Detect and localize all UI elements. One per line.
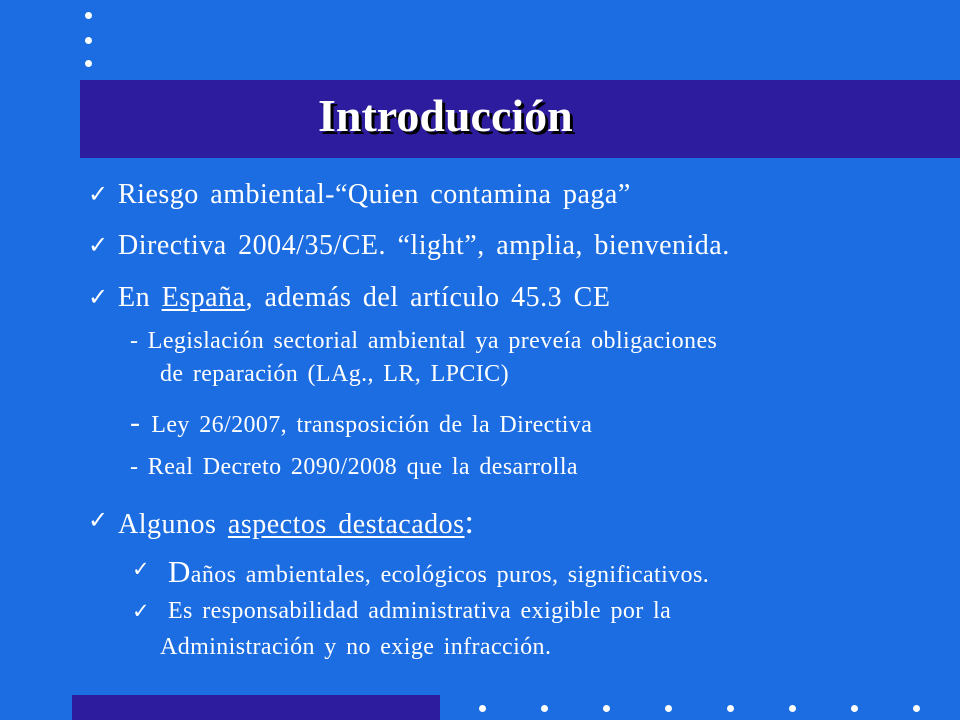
decorative-dot [85, 12, 92, 19]
bullet-text-part: En [118, 282, 162, 313]
checkmark-icon: ✓ [88, 180, 109, 208]
bullet-text-part: Algunos [118, 509, 228, 540]
checkmark-icon: ✓ [88, 283, 109, 311]
decorative-dot [85, 37, 92, 44]
bullet-text [118, 503, 475, 544]
slide-title: Introducción [318, 90, 573, 141]
decorative-dot [727, 705, 734, 712]
underlined-term: aspectos destacados [227, 509, 465, 540]
bullet-text [118, 281, 610, 315]
sub-item-continuation: de reparación (LAg., LR, LPCIC) [160, 361, 509, 387]
checkmark-icon: ✓ [88, 231, 109, 259]
underlined-term: España [161, 282, 246, 313]
checkmark-icon: ✓ [88, 506, 109, 534]
decorative-dot [85, 60, 92, 67]
aspect-initial: D [168, 554, 191, 589]
decorative-dot [913, 705, 920, 712]
sub-item-text: - Real Decreto 2090/2008 que la desarrolla [130, 454, 578, 480]
bullet-text: Directiva 2004/35/CE. “light”, amplia, bienvenida. [118, 230, 730, 261]
bullet-text-part: , además del artículo 45.3 CE [245, 282, 611, 313]
aspect-part: años ambientales, ecológicos puros, significativos. [190, 562, 710, 588]
bullet-text-part: : [464, 504, 475, 541]
bullet-text: Riesgo ambiental-“Quien contamina paga” [118, 179, 631, 210]
decorative-dot [665, 705, 672, 712]
decorative-dot [851, 705, 858, 712]
aspect-text [168, 553, 709, 590]
decorative-dot [479, 705, 486, 712]
decorative-dot [603, 705, 610, 712]
sub-item-text: - Legislación sectorial ambiental ya preveía obligaciones [130, 328, 718, 354]
decorative-dot [789, 705, 796, 712]
bottom-bar [72, 695, 440, 720]
sub-item-part: Ley 26/2007, transposición de la Directiva [151, 412, 593, 438]
checkmark-icon: ✓ [132, 557, 150, 581]
checkmark-icon: ✓ [132, 599, 150, 623]
sub-item-text [130, 405, 592, 441]
aspect-continuation: Administración y no exige infracción. [160, 634, 552, 660]
dash-marker: - [130, 406, 152, 439]
aspect-text: Es responsabilidad administrativa exigible por la [168, 598, 672, 624]
decorative-dot [541, 705, 548, 712]
